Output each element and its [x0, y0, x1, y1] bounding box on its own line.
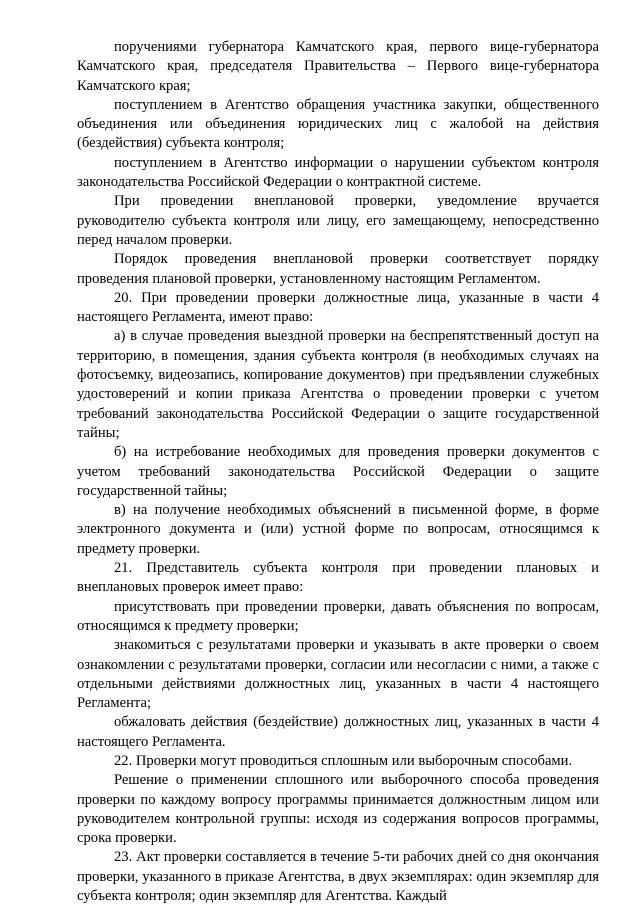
paragraph: б) на истребование необходимых для проведения проверки документов с учетом требований законодательства Российской Федерации о защите государственной тайны;	[77, 444, 599, 499]
paragraph: поступлением в Агентство информации о нарушении субъектом контроля законодательства Российской Федерации о контрактной системе.	[77, 154, 599, 191]
paragraph: а) в случае проведения выездной проверки на беспрепятственный доступ на территорию, в помещения, здания субъекта контроля (в необходимых случаях на фотосъемку, видеозапись, копирование документов) при предъявлении служебных удостоверений и копии приказа Агентства о проведении проверки с учетом требований законодательства Российской Федерации о защите государственной тайны;	[77, 328, 599, 441]
paragraph: Решение о применении сплошного или выборочного способа проведения проверки по каждому вопросу программы принимается должностным лицом или руководителем контрольной группы: исходя из содержания вопросов программы, срока проверки.	[77, 772, 599, 847]
paragraph: обжаловать действия (бездействие) должностных лиц, указанных в части 4 настоящего Регламента.	[77, 714, 599, 750]
paragraph: знакомиться с результатами проверки и указывать в акте проверки о своем ознакомлении с результатами проверки, согласии или несогласии с ними, а также с отдельными действиями должностных лиц, указанных в части 4 настоящего Регламента;	[77, 637, 599, 712]
document-page	[77, 38, 599, 906]
paragraph: 22. Проверки могут проводиться сплошным или выборочным способами.	[114, 752, 573, 769]
paragraph: присутствовать при проведении проверки, давать объяснения по вопросам, относящимся к предмету проверки;	[77, 598, 599, 634]
paragraph: При проведении внеплановой проверки, уведомление вручается руководителю субъекта контроля или лицу, его замещающему, непосредственно перед началом проверки.	[77, 193, 599, 248]
paragraph: 23. Акт проверки составляется в течение 5-ти рабочих дней со дня окончания проверки, указанного в приказе Агентства, в двух экземплярах: один экземпляр для субъекта контроля; один экземпляр для Агентства. Каждый	[77, 849, 599, 905]
paragraph: Порядок проведения внеплановой проверки соответствует порядку проведения плановой проверки, установленному настоящим Регламентом.	[77, 251, 599, 287]
paragraph: поступлением в Агентство обращения участника закупки, общественного объединения или объединения юридических лиц с жалобой на действия (бездействия) субъекта контроля;	[77, 96, 599, 152]
paragraph: поручениями губернатора Камчатского края, первого вице-губернатора Камчатского края, председателя Правительства – Первого вице-губернатора Камчатского края;	[77, 39, 599, 94]
paragraph: 21. Представитель субъекта контроля при проведении плановых и внеплановых проверок имеет право:	[77, 560, 599, 596]
paragraph: 20. При проведении проверки должностные лица, указанные в части 4 настоящего Регламента, имеют право:	[77, 289, 599, 326]
paragraph: в) на получение необходимых объяснений в письменной форме, в форме электронного документа и (или) устной форме по вопросам, относящимся к предмету проверки.	[77, 502, 599, 557]
